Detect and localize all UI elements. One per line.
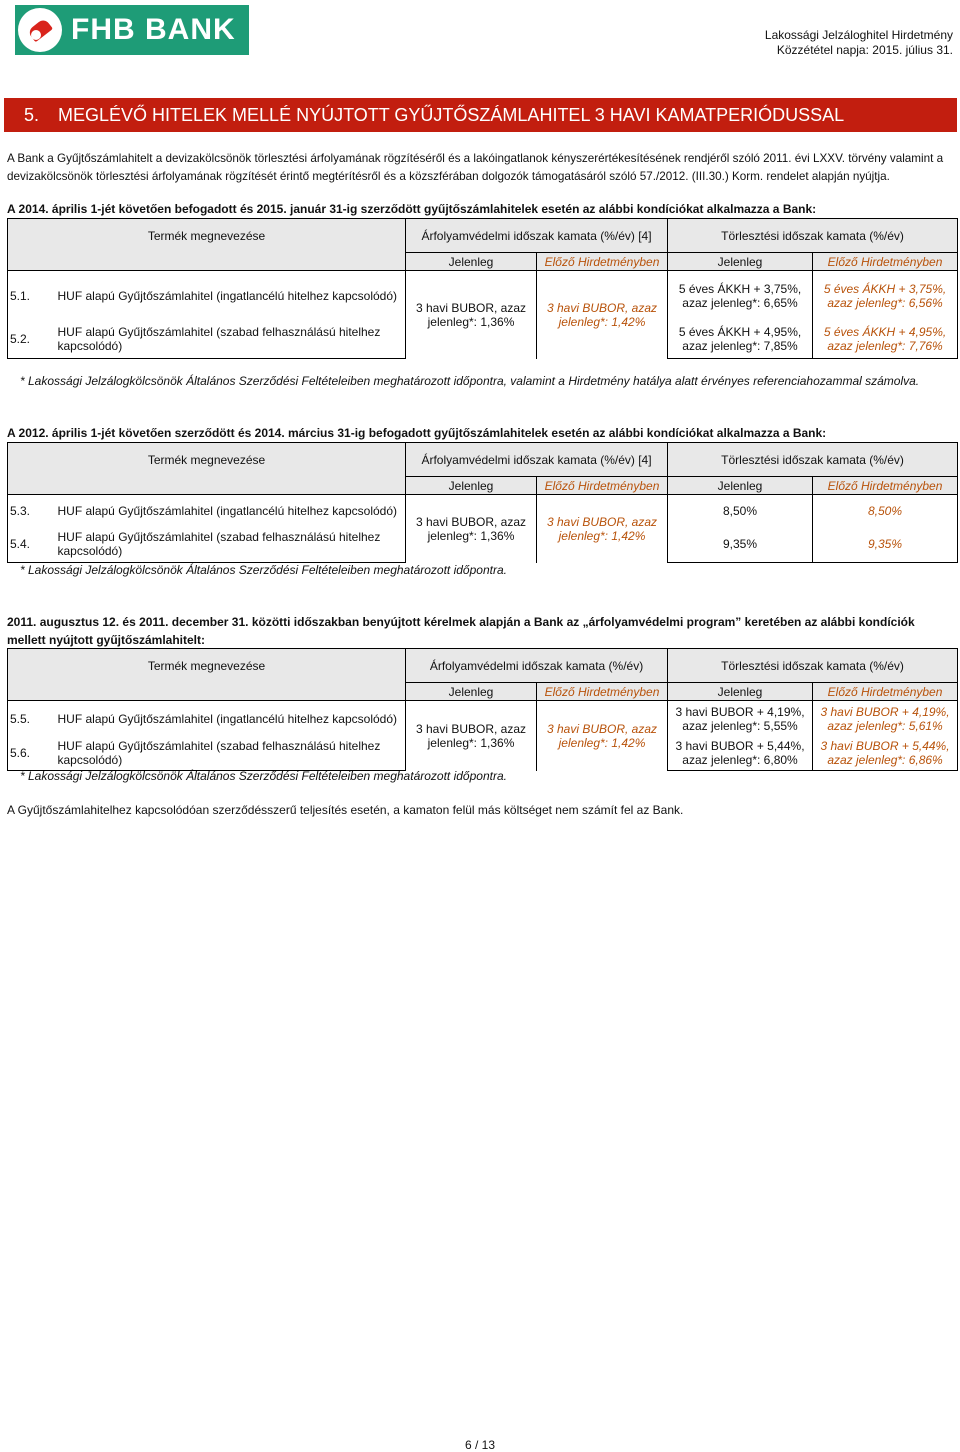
row-id: 5.2. [8,321,56,359]
bank-logo-icon [18,8,62,52]
table3-sub-prev-fix: Előző Hirdetményben [537,683,668,701]
table2-col-repay: Törlesztési időszak kamata (%/év) [668,443,958,477]
row-product-name: HUF alapú Gyűjtőszámlahitel (ingatlancélú hitelhez kapcsolódó) [57,711,398,726]
table1-sub-prev-fix: Előző Hirdetményben [537,253,668,271]
table3-fix-now: 3 havi BUBOR, azaz jelenleg*: 1,36% [406,701,537,771]
row-repay-prev: 3 havi BUBOR + 4,19%, azaz jelenleg*: 5,61% [813,701,958,737]
table3-col-repay: Törlesztési időszak kamata (%/év) [668,649,958,683]
row-product-name: HUF alapú Gyűjtőszámlahitel (ingatlancélú hitelhez kapcsolódó) [57,503,398,518]
row-repay-now: 3 havi BUBOR + 5,44%, azaz jelenleg*: 6,80% [668,737,813,771]
table1-col-repay: Törlesztési időszak kamata (%/év) [668,219,958,253]
table2 [7,442,958,563]
table1-heading: A 2014. április 1-jét követően befogadott és 2015. január 31-ig szerződött gyűjtőszámlahitelek esetén az alábbi kondíciókat alkalmazza a Bank: [7,202,817,216]
table2-sub-prev-fix: Előző Hirdetményben [537,477,668,495]
table1-sub-now-fix: Jelenleg [406,253,537,271]
section-title: MEGLÉVŐ HITELEK MELLÉ NYÚJTOTT GYŰJTŐSZÁMLAHITEL 3 HAVI KAMATPERIÓDUSSAL [58,105,845,125]
table-row [8,271,958,321]
row-product-name: HUF alapú Gyűjtőszámlahitel (szabad felhasználású hitelhez kapcsolódó) [56,527,406,563]
closing-paragraph: A Gyűjtőszámlahitelhez kapcsolódóan szerződésszerű teljesítés esetén, a kamaton felül más költséget nem számít fel az Bank. [7,803,684,817]
table3 [7,648,958,771]
row-repay-prev: 9,35% [813,527,958,563]
table1-fix-prev: 3 havi BUBOR, azaz jelenleg*: 1,42% [537,271,668,359]
row-repay-prev: 5 éves ÁKKH + 3,75%, azaz jelenleg*: 6,56% [813,271,958,321]
table2-sub-now-repay: Jelenleg [668,477,813,495]
row-repay-now: 5 éves ÁKKH + 3,75%, azaz jelenleg*: 6,65% [668,271,813,321]
row-repay-now: 9,35% [668,527,813,563]
section-number: 5. [24,105,40,125]
row-id: 5.3. [8,495,56,527]
publication-date: Közzététel napja: 2015. július 31. [776,43,953,57]
row-repay-now: 3 havi BUBOR + 4,19%, azaz jelenleg*: 5,55% [668,701,813,737]
row-repay-now: 5 éves ÁKKH + 4,95%, azaz jelenleg*: 7,85% [668,321,813,359]
table-row [8,701,958,737]
document-title: Lakossági Jelzáloghitel Hirdetmény [764,28,953,42]
fhb-bank-logo [15,5,249,55]
row-id: 5.5. [8,701,56,737]
table2-fix-now: 3 havi BUBOR, azaz jelenleg*: 1,36% [406,495,537,563]
table-row [8,495,958,527]
table3-fix-prev: 3 havi BUBOR, azaz jelenleg*: 1,42% [537,701,668,771]
table2-fix-prev: 3 havi BUBOR, azaz jelenleg*: 1,42% [537,495,668,563]
row-product-name: HUF alapú Gyűjtőszámlahitel (szabad felhasználású hitelhez kapcsolódó) [56,321,406,359]
section-title-bar [4,98,957,132]
row-product-name: HUF alapú Gyűjtőszámlahitel (ingatlancélú hitelhez kapcsolódó) [57,288,398,303]
table1 [7,218,958,359]
table3-sub-now-repay: Jelenleg [668,683,813,701]
table2-fix-ref: [4] [638,452,652,467]
table2-col-product: Termék megnevezése [8,443,406,477]
row-id: 5.6. [8,737,56,771]
table1-sub-prev-repay: Előző Hirdetményben [813,253,958,271]
table2-sub-now-fix: Jelenleg [406,477,537,495]
table2-heading: A 2012. április 1-jét követően szerződött és 2014. március 31-ig befogadott gyűjtőszámlahitelek esetén az alábbi kondíciókat alkalmazza a Bank: [7,426,827,440]
table3-heading: 2011. augusztus 12. és 2011. december 31. közötti időszakban benyújtott kérelmek alapján a Bank az „árfolyamvédelmi program” keretében az alábbi kondíciók mellett nyújtott gyűjtőszámlahitelt: [7,615,915,647]
table2-col-fix: Árfolyamvédelmi időszak kamata (%/év) [4] [406,443,668,477]
table3-footnote: * Lakossági Jelzálogkölcsönök Általános Szerződési Feltételeiben meghatározott időpontra. [20,769,507,783]
row-id: 5.1. [8,271,56,321]
table1-col-product: Termék megnevezése [8,219,406,253]
table3-sub-prev-repay: Előző Hirdetményben [813,683,958,701]
row-repay-prev: 3 havi BUBOR + 5,44%, azaz jelenleg*: 6,86% [813,737,958,771]
logo-text: FHB BANK [71,13,236,46]
table1-sub-now-repay: Jelenleg [668,253,813,271]
table3-col-fix: Árfolyamvédelmi időszak kamata (%/év) [406,649,668,683]
row-repay-now: 8,50% [668,495,813,527]
table3-sub-now-fix: Jelenleg [406,683,537,701]
row-repay-prev: 8,50% [813,495,958,527]
header-right [765,28,953,58]
table2-sub-prev-repay: Előző Hirdetményben [813,477,958,495]
row-repay-prev: 5 éves ÁKKH + 4,95%, azaz jelenleg*: 7,76% [813,321,958,359]
row-id: 5.4. [8,527,56,563]
table1-footnote: * Lakossági Jelzálogkölcsönök Általános Szerződési Feltételeiben meghatározott időpontra, valamint a Hirdetmény hatálya alatt érvényes referenciahozammal számolva. [20,374,920,388]
table3-col-product: Termék megnevezése [8,649,406,683]
table1-fix-now: 3 havi BUBOR, azaz jelenleg*: 1,36% [406,271,537,359]
table1-col-fix: Árfolyamvédelmi időszak kamata (%/év) [4] [406,219,668,253]
row-product-name: HUF alapú Gyűjtőszámlahitel (szabad felhasználású hitelhez kapcsolódó) [56,737,406,771]
intro-paragraph: A Bank a Gyűjtőszámlahitelt a devizakölcsönök törlesztési árfolyamának rögzítéséről és a lakóingatlanok kényszerértékesítésének rendjéről szóló 2011. évi LXXV. törvény valamint a devizakölcsönök törlesztési árfolyamának rögzítését érintő megtérítésről és a közszférában dolgozók támogatásáról szóló 57./2012. (III.30.) Korm. rendelet alapján nyújtja. [7,152,944,183]
table1-fix-ref: [4] [638,228,652,243]
table2-footnote: * Lakossági Jelzálogkölcsönök Általános Szerződési Feltételeiben meghatározott időpontra. [20,563,507,577]
page-number: 6 / 13 [464,1438,496,1452]
